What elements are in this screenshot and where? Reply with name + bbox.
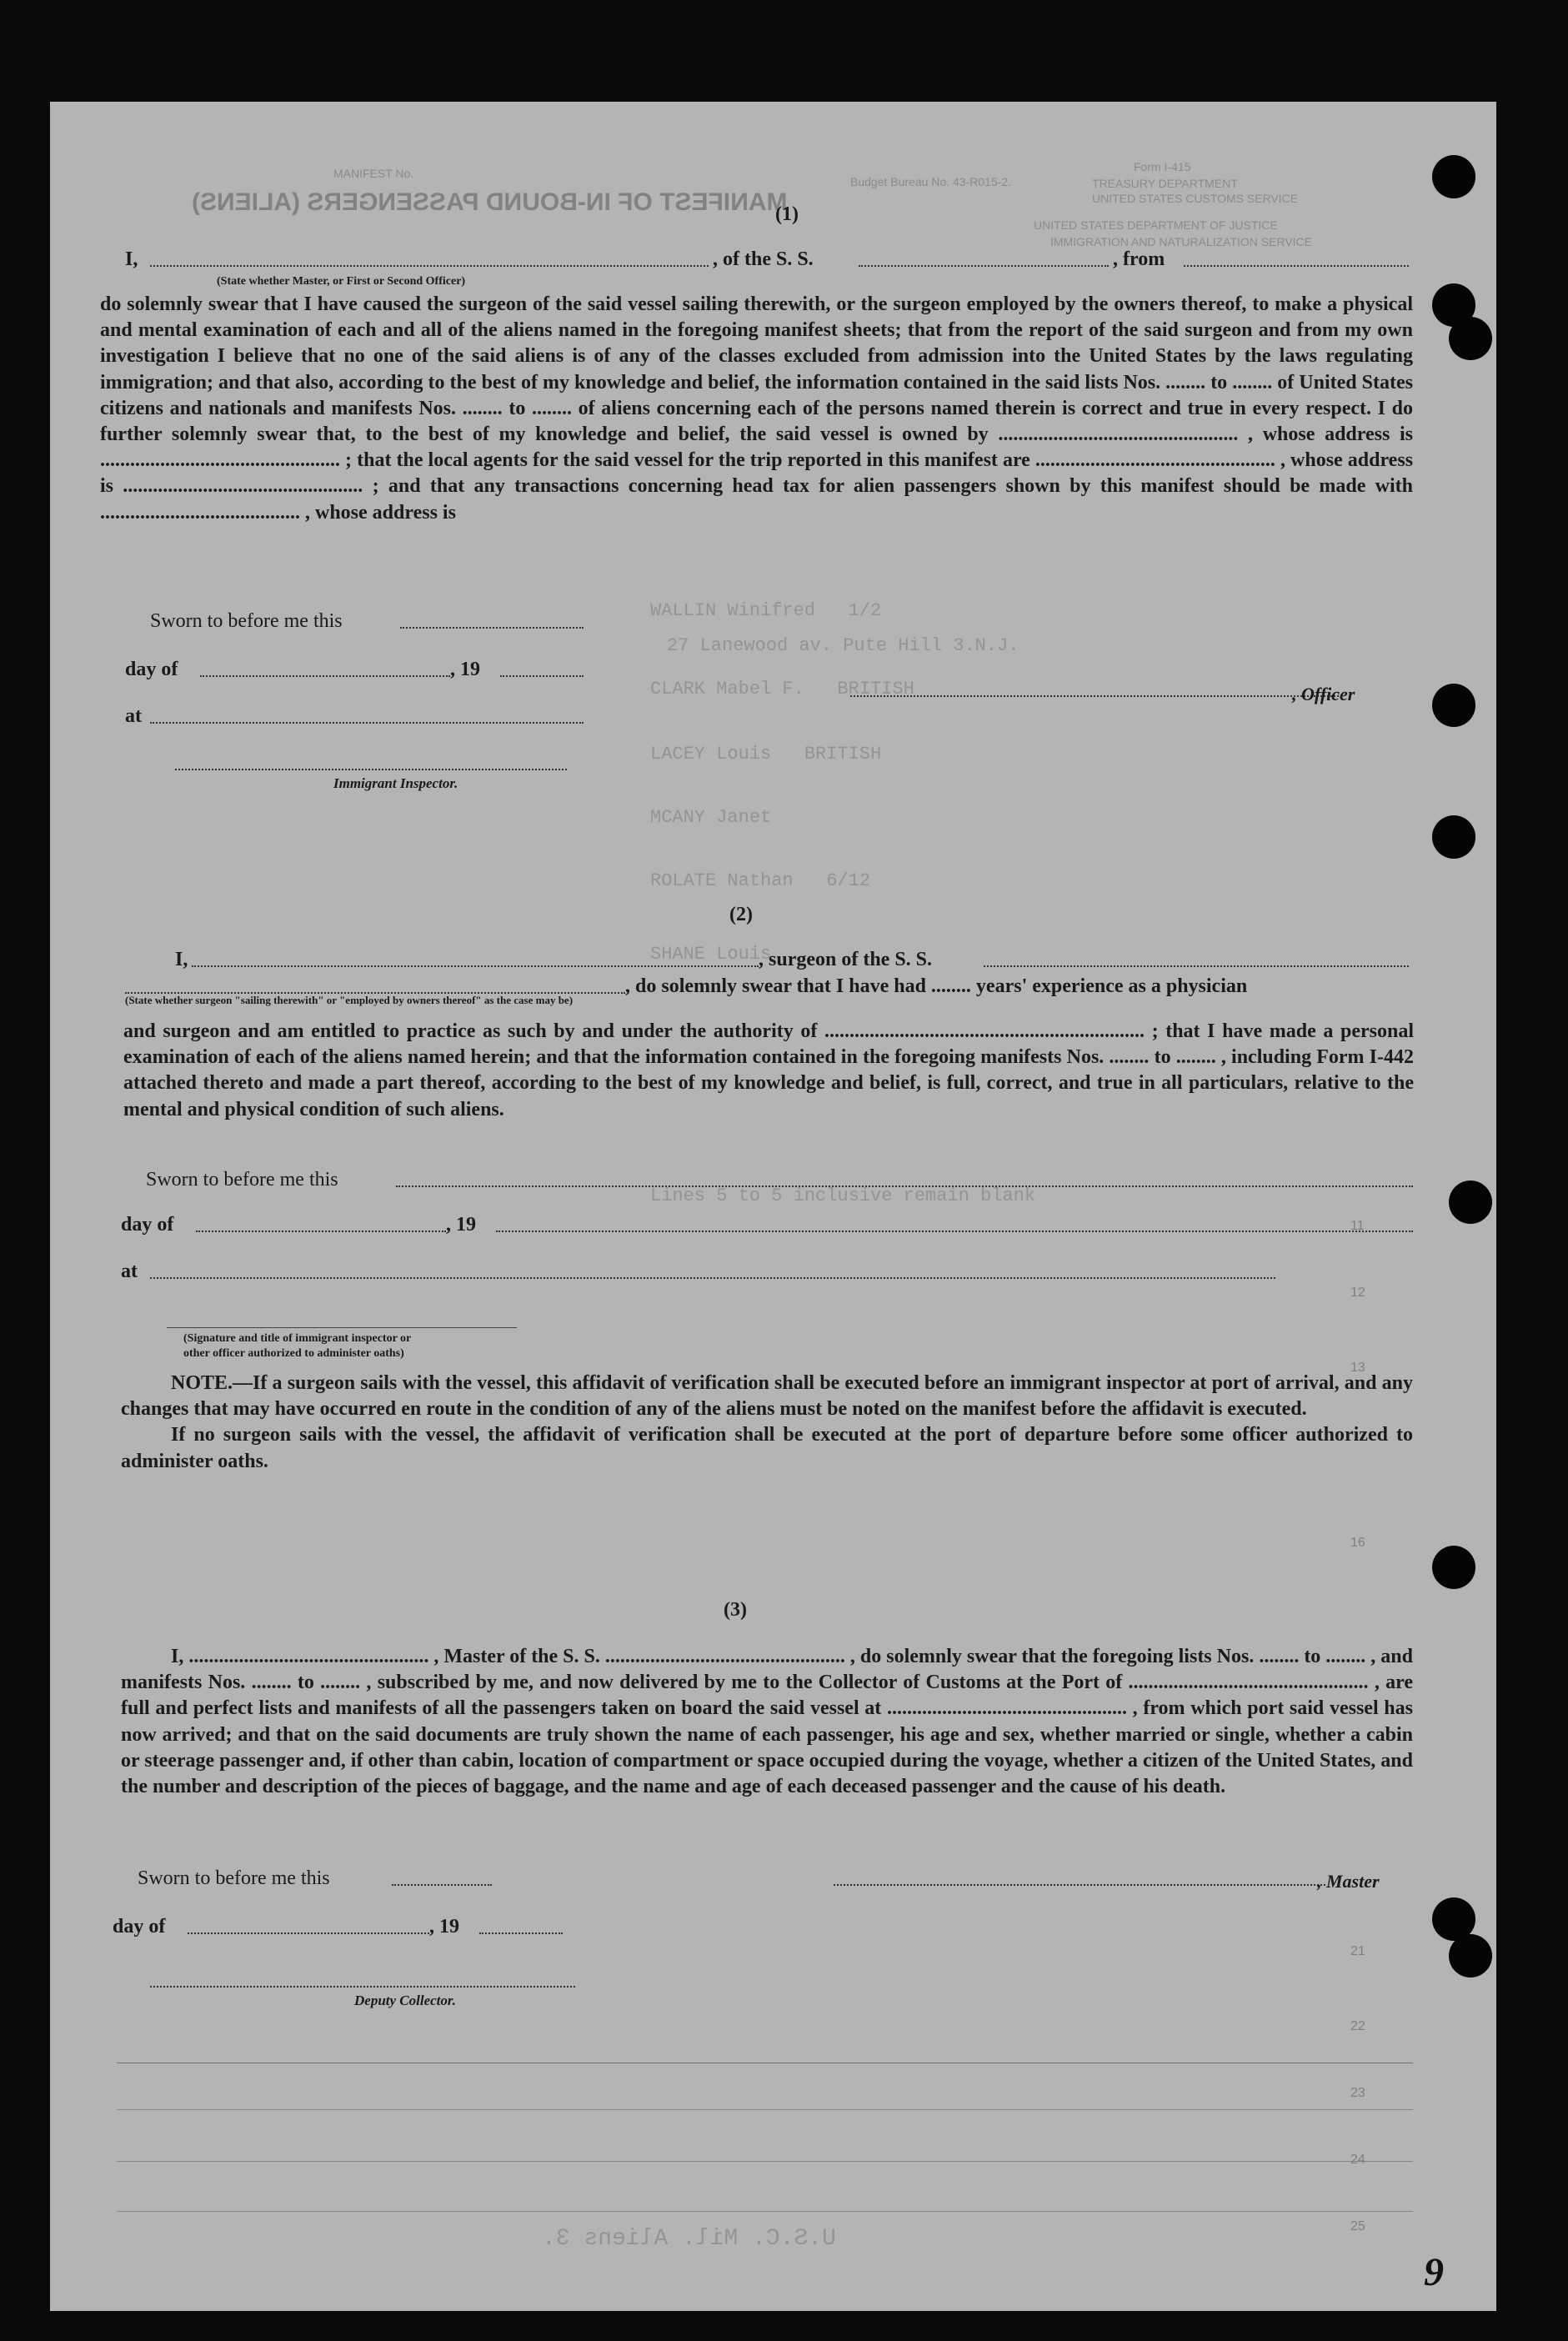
section2-year-field[interactable] [496, 1231, 1413, 1232]
row-number: 16 [1350, 1536, 1365, 1550]
row-number: 22 [1350, 2019, 1365, 2033]
punch-hole [1449, 1181, 1492, 1224]
section1-officer-field[interactable] [150, 265, 709, 267]
punch-hole [1432, 1546, 1475, 1589]
ghost-typing-5: MCANY Janet [650, 807, 772, 828]
section1-officer-signature-field[interactable] [850, 695, 1342, 697]
section2-heading: (2) [729, 904, 753, 925]
section2-ship-field[interactable] [984, 965, 1409, 967]
ghost-typing-6: ROLATE Nathan 6/12 [650, 870, 871, 891]
ghost-title: MANIFEST OF IN-BOUND PASSENGERS (ALIENS) [192, 188, 788, 216]
manifest-page [50, 102, 1496, 2311]
section3-body-text: I, ................................................ , Master of the S. S. ................................................ , do solemnly swear that the foregoing lists Nos. ........ to ........ , and manifests Nos. ........ to ........ , subscribed by me, and now delivered by me to the Collector of Customs at the Port of ................................................ , are full and perfect lists and manifests of all the passengers taken on board the said vessel at ................................................ , from which port said vessel has now arrived; and that on the said documents are truly shown the name of each passenger, his age and sex, whether married or single, whether a cabin or steerage passenger and, if other than cabin, location of compartment or space occupied during the voyage, whether a citizen of the United States, and the number and description of the pieces of baggage, and the name and age of each deceased passenger and the cause of his death. [121, 1646, 1414, 1797]
corner-mark: 9 [1424, 2250, 1444, 2294]
section2-day-field[interactable] [196, 1231, 446, 1232]
section3-heading: (3) [724, 1599, 747, 1621]
section3-day-field[interactable] [188, 1932, 429, 1934]
section1-from-label: , from [1113, 248, 1165, 270]
section2-signature-rule [167, 1327, 517, 1328]
section1-heading: (1) [775, 203, 799, 225]
punch-hole [1449, 317, 1492, 360]
section2-at-field[interactable] [150, 1277, 1275, 1279]
section2-note-label: NOTE.— [171, 1372, 253, 1394]
ghost-customs: UNITED STATES CUSTOMS SERVICE [1092, 192, 1299, 205]
section1-inspector-label: Immigrant Inspector. [333, 775, 458, 791]
bottom-rule-4 [117, 2211, 1413, 2212]
section3-body [121, 1644, 1413, 1800]
ghost-typing-2: 27 Lanewood av. Pute Hill 3.N.J. [667, 635, 1019, 656]
ghost-typing-1: WALLIN Winifred 1/2 [650, 600, 882, 621]
section2-sworn: Sworn to before me this [146, 1169, 338, 1191]
section2-sworn-field[interactable] [396, 1186, 1413, 1187]
section1-sworn-field[interactable] [400, 627, 584, 629]
ghost-dept: TREASURY DEPARTMENT [1092, 177, 1238, 190]
section2-surgeon-label: , surgeon of the S. S. [759, 949, 933, 970]
ghost-budget: Budget Bureau No. 43-R015-2. [850, 175, 1012, 188]
section3-year-field[interactable] [479, 1932, 563, 1934]
ghost-typing-8: Lines 5 to 5 inclusive remain blank [650, 1186, 1036, 1206]
ghost-ins: IMMIGRATION AND NATURALIZATION SERVICE [1050, 235, 1312, 248]
section2-surgeon-note: (State whether surgeon "sailing therewith" or "employed by owners thereof" as the case may be) [125, 994, 574, 1006]
section2-name-field[interactable] [192, 965, 759, 967]
row-number: 13 [1350, 1361, 1365, 1375]
section3-sworn: Sworn to before me this [138, 1867, 330, 1889]
punch-hole [1432, 155, 1475, 198]
ghost-footer-stamp: U.S.C. Mil. Aliens 3. [542, 2226, 836, 2252]
ghost-justice: UNITED STATES DEPARTMENT OF JUSTICE [1034, 218, 1278, 232]
section2-year: , 19 [446, 1214, 476, 1236]
section2-body-text: and surgeon and am entitled to practice as such by and under the authority of ................................................................ ; that I have made a personal examination of each of the aliens named herein; and that the information contained in the foregoing manifests Nos. ........ to ........ , including Form I-442 attached thereto and made a part thereof, according to the best of my knowledge and belief, is full, correct, and true in all particulars, relative to the mental and physical condition of such aliens. [123, 1020, 1414, 1120]
section2-note-text2: If no surgeon sails with the vessel, the affidavit of verification shall be executed at the port of departure before some officer authorized to administer oaths. [121, 1424, 1413, 1472]
ghost-typing-4: LACEY Louis BRITISH [650, 744, 882, 764]
section1-sworn: Sworn to before me this [150, 610, 343, 632]
bottom-rule-3 [117, 2161, 1413, 2162]
section1-i-label: I, [125, 248, 138, 270]
ghost-manifest-no: MANIFEST No. [333, 167, 414, 180]
section3-deputy-field[interactable] [150, 1986, 575, 1988]
section2-i-label: I, [175, 949, 188, 970]
punch-hole [1432, 815, 1475, 859]
section2-signature-note-1: (Signature and title of immigrant inspector or [183, 1332, 412, 1345]
section1-body-text: do solemnly swear that I have caused the surgeon of the said vessel sailing therewith, or the surgeon employed by the owners thereof, to make a physical and mental examination of each and all of the aliens named in the foregoing manifest sheets; that from the report of the said surgeon and from my own investigation I believe that no one of the said aliens is of any of the classes excluded from admission into the United States by the laws regulating immigration; and that also, according to the best of my knowledge and belief, the information contained in the said lists Nos. ........ to ........ of United States citizens and nationals and manifests Nos. ........ to ........ of aliens concerning each of the persons named therein is correct and true in every respect. I do further solemnly swear that, to the best of my knowledge and belief, the said vessel is owned by ................................................ , whose address is ................................................ ; that the local agents for the said vessel for the trip reported in this manifest are ................................................ , whose address is ................................................ ; and that any transactions concerning head tax for alien passengers shown by this manifest should be made with ........................................ , whose address is [100, 293, 1413, 524]
row-number: 25 [1350, 2219, 1365, 2233]
punch-hole [1449, 1934, 1492, 1978]
section3-year: , 19 [429, 1916, 459, 1937]
section2-signature-note-2: other officer authorized to administer oaths) [183, 1347, 404, 1360]
section1-officer-note: (State whether Master, or First or Second Officer) [217, 275, 466, 288]
section1-from-field[interactable] [1184, 265, 1409, 267]
section3-master-label: , Master [1317, 1871, 1380, 1892]
row-number: 21 [1350, 1944, 1365, 1958]
bottom-rule-2 [117, 2109, 1413, 2110]
section1-day-field[interactable] [200, 675, 450, 677]
section3-sworn-field[interactable] [392, 1884, 492, 1886]
ghost-typing-7: SHANE Louis [650, 944, 772, 965]
row-number: 23 [1350, 2086, 1365, 2100]
section1-officer-label: , Officer [1292, 684, 1355, 704]
section1-year-field[interactable] [500, 675, 584, 677]
section3-master-field[interactable] [834, 1884, 1325, 1886]
row-number: 24 [1350, 2153, 1365, 2167]
section2-note-text: If a surgeon sails with the vessel, this affidavit of verification shall be executed before an immigrant inspector at port of arrival, and any changes that may have occurred en route in the condition of any of the aliens must be noted on the manifest before the affidavit is executed. [121, 1372, 1413, 1421]
section2-body [123, 1019, 1414, 1123]
section1-body [100, 292, 1413, 526]
section1-year: , 19 [450, 659, 480, 680]
row-number: 12 [1350, 1286, 1365, 1300]
section2-day-of: day of [121, 1214, 174, 1236]
section1-inspector-field[interactable] [175, 769, 567, 770]
section3-deputy-label: Deputy Collector. [354, 1993, 456, 2008]
section2-at: at [121, 1261, 138, 1282]
section1-ship-field[interactable] [859, 265, 1109, 267]
ghost-form-no: Form I-415 [1134, 160, 1191, 173]
row-number: 11 [1350, 1219, 1365, 1233]
punch-hole [1432, 684, 1475, 727]
ghost-typing-3: CLARK Mabel F. BRITISH [650, 679, 914, 699]
section2-line2: , do solemnly swear that I have had ........ years' experience as a physician [625, 975, 1248, 997]
section1-at: at [125, 705, 142, 727]
section1-day-of: day of [125, 659, 178, 680]
section2-note [121, 1371, 1413, 1475]
section1-at-field[interactable] [150, 722, 584, 724]
section1-of-ss-label: , of the S. S. [713, 248, 814, 270]
section3-day-of: day of [113, 1916, 166, 1937]
